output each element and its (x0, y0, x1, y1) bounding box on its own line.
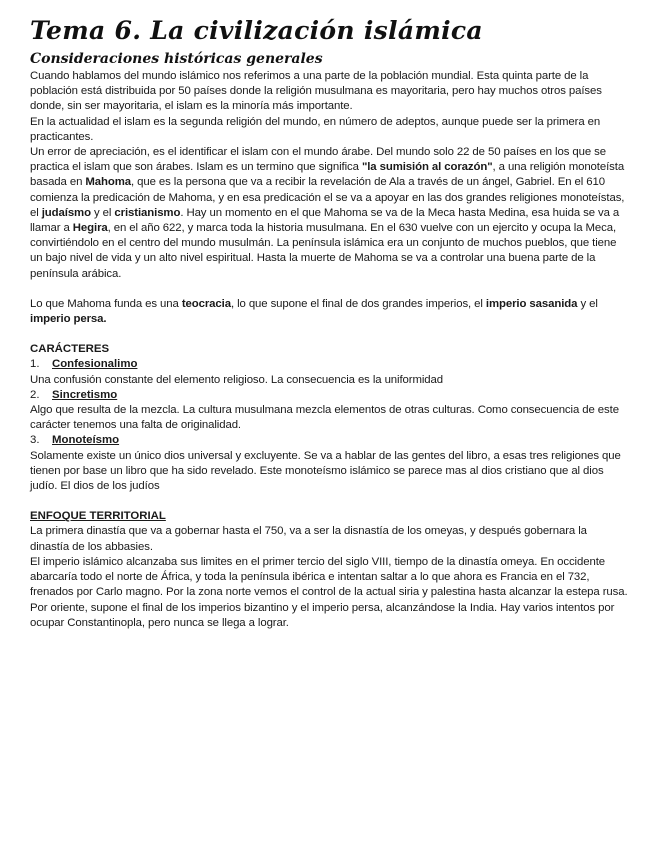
bold-term-cristianismo: cristianismo (114, 206, 181, 219)
caracter-item-text-1: Una confusión constante del elemento religioso. La consecuencia es la uniformidad (30, 373, 443, 386)
intro-paragraph-2: En la actualidad el islam es la segunda religión del mundo, en número de adeptos, aunque puede ser la primera en practicantes. (30, 115, 601, 143)
bold-term-sumision: "la sumisión al corazón" (361, 161, 493, 174)
item-number: 2. (30, 388, 40, 401)
text-run: Un error de apreciación, es el identificar el islam con el mundo árabe. Del mundo solo 22 de 50 países en los que se practica el islam que son árabes. Islam es un termino que significa (30, 146, 606, 174)
caracter-item-title-1 (30, 357, 628, 372)
item-title-text: Monoteísmo (52, 434, 120, 447)
enfoque-paragraph-1: La primera dinastía que va a gobernar hasta el 750, va a ser la disnastía de los omeyas, y después gobernara la dinastía de los abbasies. (30, 525, 587, 553)
bold-term-hegira: Hegira (72, 222, 108, 235)
text-run: y el (577, 297, 598, 310)
bold-term-judaismo: judaísmo (41, 206, 91, 219)
document-subtitle: Consideraciones históricas generales (30, 51, 323, 67)
caracter-item-text-3: Solamente existe un único dios universal y excluyente. Se va a hablar de las gentes del libro, a esas tres religiones que tienen por base un libro que ha sido revelado. Este monoteísmo islámico se parece mas al dios cristiano que al dios judío. El dios de los judíos (30, 449, 621, 493)
bold-term-imperio-sasanida: imperio sasanida (485, 297, 578, 310)
intro-paragraph-3 (30, 145, 628, 282)
caracter-item-title-2 (30, 388, 628, 403)
text-run: . Hay un momento en el que Mahoma se va de la Meca hasta Medina, esa huida se va a llamar a (30, 206, 620, 235)
spacer (30, 327, 628, 342)
text-run: , en el año 622, y marca toda la historia musulmana. En el 630 vuelve con un ejercito y ocupa la Meca, convirtiéndolo en el centro del mundo musulmán. La península islámica era un conjunto de muchos pueblos, que tiene un bajo nivel de vida y un alto nivel espiritual. Hasta la muerte de Mahoma se va a controlar una buena parte de la península arábica. (30, 222, 617, 280)
bold-term-imperio-persa: imperio persa. (30, 313, 107, 326)
caracter-item-text-2: Algo que resulta de la mezcla. La cultura musulmana mezcla elementos de otras culturas. Como consecuencia de este carácter tenemos una falta de originalidad. (30, 404, 619, 432)
text-run: y el (90, 206, 115, 219)
enfoque-heading: ENFOQUE TERRITORIAL (30, 510, 166, 523)
text-run: Lo que Mahoma funda es una (30, 297, 182, 310)
bold-term-teocracia: teocracia (181, 297, 231, 310)
spacer (30, 282, 628, 297)
text-run: , a una religión monoteísta basada en (30, 161, 625, 189)
document-title: Tema 6. La civilización islámica (30, 16, 483, 45)
caracteres-heading: CARÁCTERES (30, 343, 110, 356)
text-run: , lo que supone el final de dos grandes imperios, el (230, 297, 486, 310)
caracter-item-title-3 (30, 433, 628, 448)
text-run: , que es la persona que va a recibir la revelación de Ala a través de un ángel, Gabriel. En el 610 comienza la predicación de Mahoma, y en esa predicación el se va a apoyar en las dos grandes religiones monoteístas, el (30, 176, 625, 219)
intro-paragraph-4 (30, 297, 628, 327)
bold-term-mahoma: Mahoma (85, 176, 131, 189)
item-number: 3. (30, 434, 40, 447)
item-title-text: Confesionalimo (52, 358, 138, 371)
document-page (30, 14, 628, 631)
item-title-text: Sincretismo (52, 388, 118, 401)
spacer (30, 494, 628, 509)
intro-paragraph-1: Cuando hablamos del mundo islámico nos referimos a una parte de la población mundial. Esta quinta parte de la población está distribuida por 50 países donde la religión musulmana es mayoritaria, pero hay muchos otros países donde, sin ser mayoritaria, el islam es la minoría más importante. (30, 70, 602, 113)
enfoque-paragraph-2: El imperio islámico alcanzaba sus limites en el primer tercio del siglo VIII, tiempo de la dinastía omeya. En occidente abarcaría todo el norte de África, y toda la península ibérica e intentan saltar a lo que ahora es Francia en el 732, frenados por Carlo magno. Por la zona norte vemos el control de la actual siria y palestina hasta alcanzar la estepa rusa. Por oriente, supone el final de los imperios bizantino y el imperio persa, alcanzándose la India. Hay varios intentos por ocupar Constantinopla, pero nunca se llega a lograr. (30, 555, 628, 629)
item-number: 1. (30, 358, 40, 371)
